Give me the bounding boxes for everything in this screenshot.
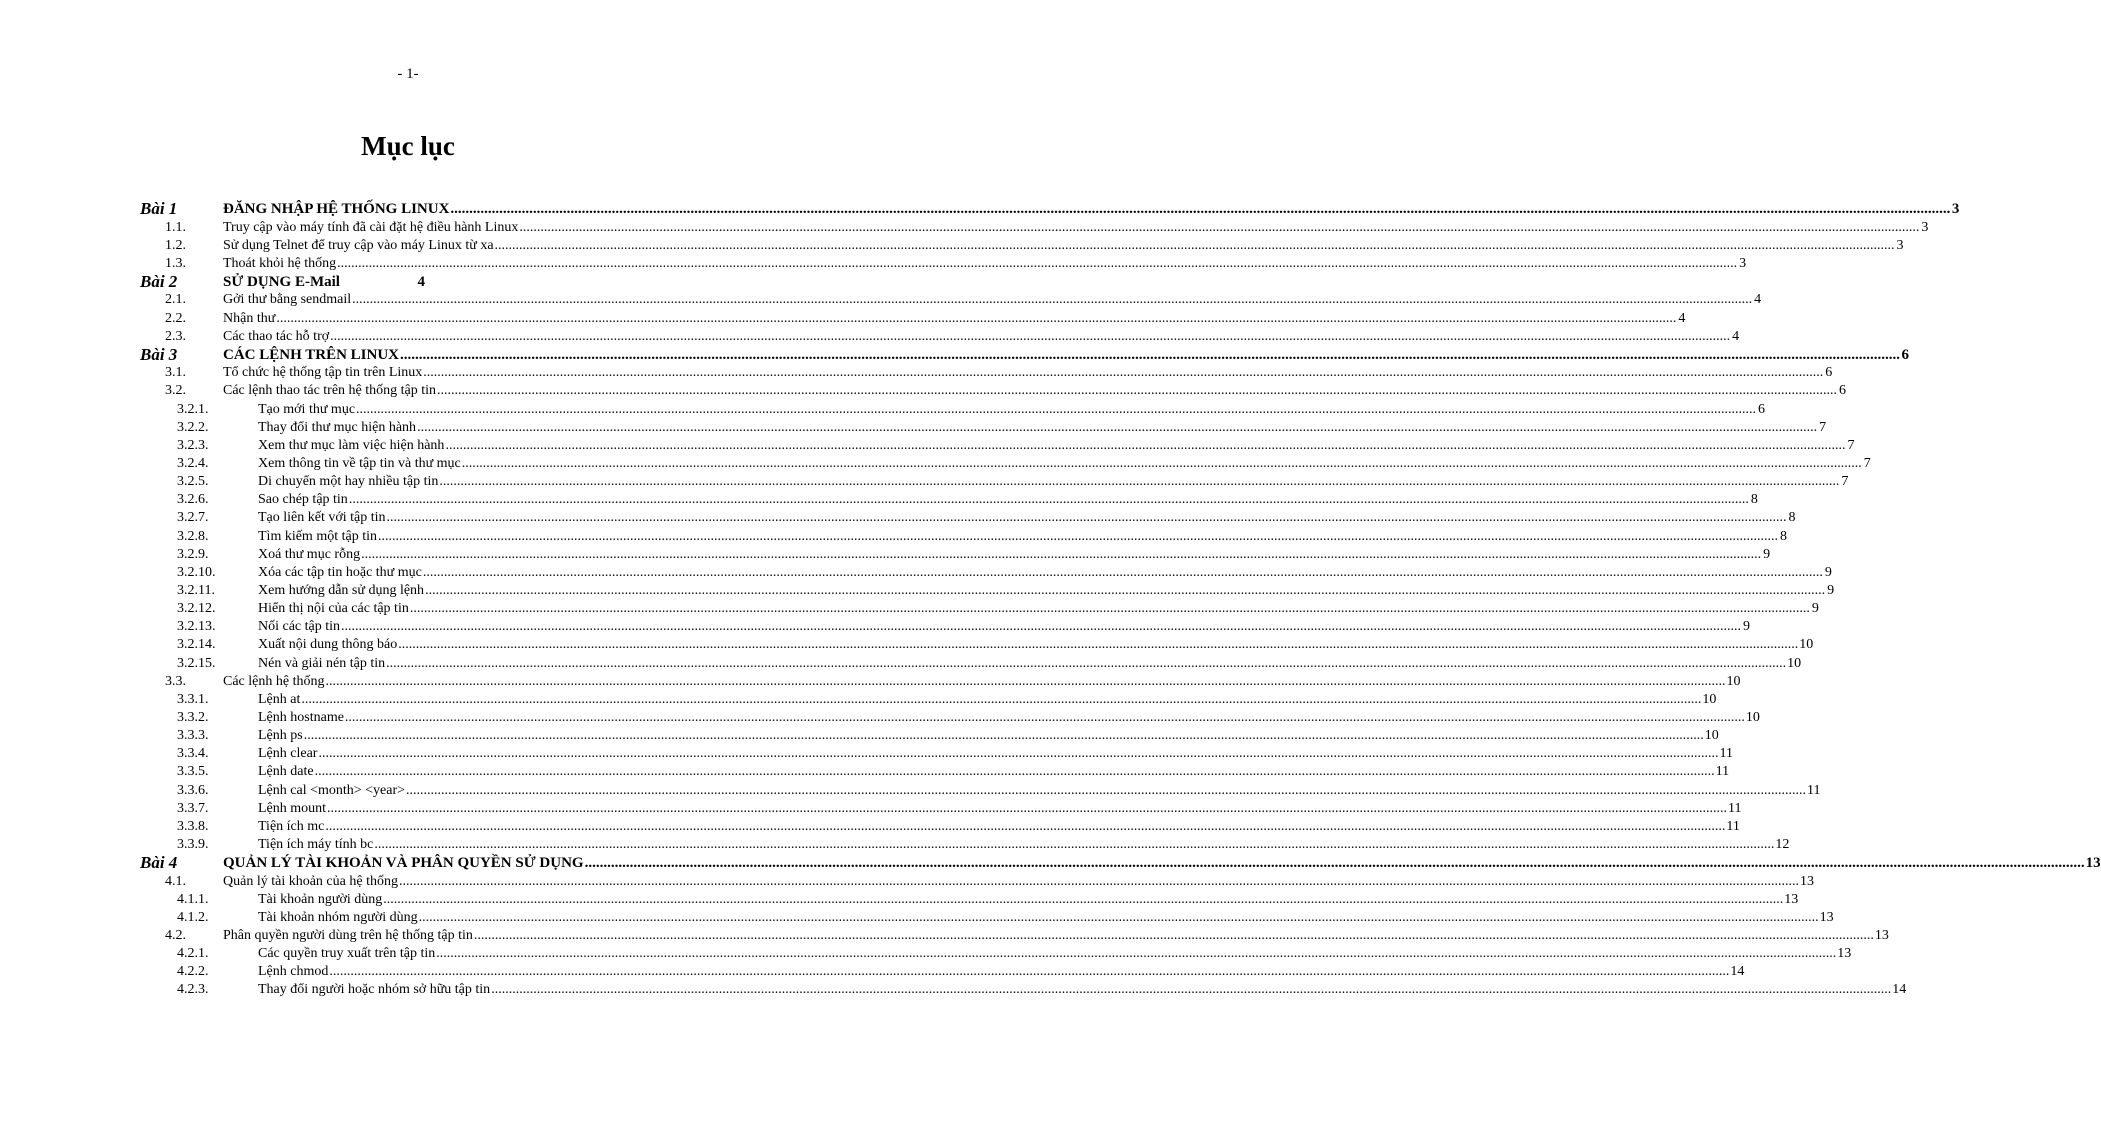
toc-entry[interactable]: [0, 291, 1762, 309]
toc-entry-number: 3.3.1.: [177, 691, 209, 707]
toc-leader-dots: ................................................................................................................................................................................................................................................................................................................................................................................................................: [318, 746, 1719, 762]
toc-entry-title: Lệnh mount: [258, 800, 327, 816]
toc-entry[interactable]: [0, 199, 1960, 219]
toc-entry[interactable]: [0, 818, 1740, 836]
toc-entry-line: [223, 273, 720, 292]
toc-entry-number: 4.2.3.: [177, 982, 209, 998]
toc-entry-line: [258, 528, 1787, 546]
toc-entry[interactable]: [0, 709, 1760, 727]
toc-entry-page: 14: [1730, 964, 1745, 980]
toc-entry-page: 11: [1728, 800, 1742, 816]
toc-entry-line: [258, 618, 1751, 636]
toc-entry-number: Bài 1: [140, 199, 178, 218]
toc-entry-number: 3.3.7.: [177, 800, 209, 816]
toc-entry-number: 3.2.12.: [177, 601, 216, 617]
toc-leader-dots: ................................................................................................................................................................................................................................................................................................................................................................................................................: [386, 655, 1787, 671]
toc-leader-dots: ................................................................................................................................................................................................................................................................................................................................................................................................................: [398, 637, 1799, 653]
toc-entry[interactable]: [0, 237, 1904, 255]
toc-entry-title: ĐĂNG NHẬP HỆ THỐNG LINUX: [223, 201, 450, 217]
table-of-contents: [0, 199, 2101, 1000]
toc-entry[interactable]: [0, 328, 1740, 346]
toc-entry-number: 3.2.1.: [177, 401, 209, 417]
toc-entry-page: 14: [1892, 982, 1907, 998]
toc-entry-number: 4.1.: [165, 873, 186, 889]
toc-entry-number: 3.2.10.: [177, 564, 216, 580]
toc-entry[interactable]: [0, 745, 1733, 763]
toc-entry-title: Nhận thư: [223, 310, 276, 326]
toc-entry-number: 3.3.6.: [177, 782, 209, 798]
toc-entry-page: 7: [1819, 419, 1827, 435]
toc-entry-number: 3.2.11.: [177, 583, 215, 599]
toc-entry[interactable]: [0, 836, 1790, 854]
toc-entry[interactable]: [0, 800, 1742, 818]
toc-entry-line: [258, 727, 1719, 745]
toc-entry-page: 11: [1715, 764, 1730, 780]
toc-entry-page: 13: [1799, 873, 1814, 889]
toc-entry-line: [258, 836, 1790, 854]
toc-entry-page: 3: [1951, 201, 1960, 217]
toc-entry-page: 13: [1874, 928, 1889, 944]
toc-entry-title: Tài khoản người dùng: [258, 891, 383, 907]
toc-leader-dots: ................................................................................................................................................................................................................................................................................................................................................................................................................: [494, 237, 1895, 253]
toc-leader-dots: ................................................................................................................................................................................................................................................................................................................................................................................................................: [374, 837, 1775, 852]
toc-entry-title: Nén và giải nén tập tin: [258, 655, 386, 671]
toc-leader-dots: ................................................................................................................................................................................................................................................................................................................................................................................................................: [437, 383, 1838, 399]
toc-entry-page: 10: [1726, 673, 1741, 689]
toc-entry-line: [223, 673, 1741, 691]
toc-leader-dots: ................................................................................................................................................................................................................................................................................................................................................................................................................: [409, 601, 1810, 617]
toc-entry-line: [258, 564, 1832, 582]
toc-entry-line: [223, 200, 1960, 219]
toc-entry-page: 13: [1784, 891, 1799, 907]
toc-entry[interactable]: [0, 691, 1717, 709]
toc-entry-title: Truy cập vào máy tính đã cài đặt hệ điều hành Linux: [223, 219, 519, 235]
toc-entry[interactable]: [0, 945, 1852, 963]
toc-entry-title: Tổ chức hệ thống tập tin trên Linux: [223, 365, 423, 381]
toc-entry-line: [258, 455, 1871, 473]
toc-entry-page: 10: [1745, 710, 1760, 726]
toc-leader-dots: ................................................................................................................................................................................................................................................................................................................................................................................................................: [450, 201, 1951, 217]
toc-entry-line: [223, 291, 1762, 309]
toc-entry-title: Sử dụng Telnet để truy cập vào máy Linux từ xa: [223, 237, 494, 253]
toc-entry-number: 3.2.8.: [177, 528, 209, 544]
toc-leader-dots: ................................................................................................................................................................................................................................................................................................................................................................................................................: [418, 909, 1819, 925]
toc-leader-dots: ................................................................................................................................................................................................................................................................................................................................................................................................................: [337, 255, 1738, 271]
toc-entry-line: [258, 401, 1766, 419]
toc-leader-dots: ................................................................................................................................................................................................................................................................................................................................................................................................................: [398, 873, 1799, 889]
toc-entry-title: CÁC LỆNH TRÊN LINUX: [223, 346, 400, 363]
toc-leader-dots: ................................................................................................................................................................................................................................................................................................................................................................................................................: [436, 946, 1837, 962]
toc-entry-page: 6: [1839, 383, 1847, 399]
toc-entry-number: 3.2.5.: [177, 474, 209, 490]
toc-entry-number: 3.2.: [165, 383, 186, 399]
toc-entry-title: Xuất nội dung thông báo: [258, 637, 398, 653]
toc-entry-title: Xóa các tập tin hoặc thư mục: [258, 564, 422, 580]
toc-entry[interactable]: [0, 473, 1849, 491]
toc-leader-dots: ................................................................................................................................................................................................................................................................................................................................................................................................................: [445, 437, 1846, 453]
toc-entry-number: 3.2.9.: [177, 546, 209, 562]
toc-entry-page: 9: [1827, 583, 1835, 599]
toc-entry-number: 3.1.: [165, 365, 186, 381]
toc-entry-title: Sao chép tập tin: [258, 492, 348, 508]
toc-entry-title: Xem thư mục làm việc hiện hành: [258, 437, 445, 453]
toc-leader-dots: ................................................................................................................................................................................................................................................................................................................................................................................................................: [329, 964, 1730, 980]
toc-entry-number: 3.3.8.: [177, 818, 209, 834]
toc-entry-title: Tiện ích mc: [258, 818, 325, 834]
toc-entry-line: [223, 310, 1686, 328]
toc-entry-number: 1.3.: [165, 255, 186, 271]
toc-entry-line: [258, 891, 1799, 909]
toc-entry-page: 6: [1901, 346, 1910, 363]
toc-entry-page: 10: [1704, 728, 1719, 744]
toc-leader-dots: ................................................................................................................................................................................................................................................................................................................................................................................................................: [348, 492, 1749, 508]
toc-entry[interactable]: [0, 909, 1834, 927]
toc-entry-number: 3.2.3.: [177, 437, 209, 453]
toc-entry[interactable]: [0, 763, 1730, 781]
toc-entry-page: 8: [1788, 510, 1796, 526]
toc-entry-number: Bài 2: [140, 271, 178, 291]
toc-entry-line: [258, 655, 1802, 673]
toc-leader-dots: ................................................................................................................................................................................................................................................................................................................................................................................................................: [473, 928, 1874, 944]
toc-entry-title: Hiển thị nội của các tập tin: [258, 601, 409, 617]
toc-entry-line: [258, 437, 1855, 455]
toc-entry-number: 3.2.15.: [177, 655, 216, 671]
toc-entry-title: Các thao tác hỗ trợ: [223, 328, 330, 344]
toc-entry-page: 10: [1799, 637, 1814, 653]
toc-entry-title: Các quyền truy xuất trên tập tin: [258, 946, 436, 962]
toc-entry-page: 3: [1896, 237, 1904, 253]
toc-entry-title: Tạo mới thư mục: [258, 401, 356, 417]
toc-entry-line: [258, 909, 1834, 927]
toc-entry-line: [258, 709, 1760, 727]
toc-entry-title: Quản lý tài khoản của hệ thống: [223, 873, 398, 889]
toc-entry-number: 3.3.4.: [177, 746, 209, 762]
toc-entry[interactable]: [0, 564, 1832, 582]
toc-entry-page: 11: [1719, 746, 1733, 762]
toc-entry[interactable]: [0, 546, 1771, 564]
toc-entry-number: 3.2.14.: [177, 637, 216, 653]
toc-entry-number: 3.3.5.: [177, 764, 209, 780]
toc-entry[interactable]: [0, 673, 1741, 691]
toc-entry-page: 10: [1787, 655, 1802, 671]
toc-leader-dots: ................................................................................................................................................................................................................................................................................................................................................................................................................: [417, 419, 1818, 435]
toc-entry-page: 9: [1743, 619, 1751, 635]
toc-entry-line: [223, 873, 1814, 891]
toc-entry-page: 4: [417, 273, 425, 290]
toc-entry-page: 13: [2085, 855, 2101, 872]
toc-entry-page: 4: [1754, 292, 1762, 308]
toc-entry-title: Lệnh chmod: [258, 964, 329, 980]
toc-entry-page: 8: [1750, 492, 1758, 508]
toc-entry-title: Lệnh cal <month> <year>: [258, 782, 406, 798]
toc-entry-line: [223, 382, 1847, 400]
toc-entry-line: [258, 473, 1849, 491]
toc-entry-title: Tìm kiếm một tập tin: [258, 528, 377, 544]
toc-entry-title: Xem thông tin về tập tin và thư mục: [258, 456, 461, 472]
toc-entry-page: 6: [1825, 365, 1833, 381]
toc-entry-title: Nối các tập tin: [258, 619, 341, 635]
toc-entry-number: 4.2.: [165, 928, 186, 944]
toc-entry[interactable]: [0, 873, 1814, 891]
toc-entry-number: 3.2.6.: [177, 492, 209, 508]
toc-entry[interactable]: [0, 344, 1910, 365]
toc-entry-line: [223, 255, 1747, 273]
toc-entry-line: [258, 582, 1835, 600]
toc-entry-title: Thay đổi thư mục hiện hành: [258, 419, 417, 435]
toc-entry-page: 13: [1819, 909, 1834, 925]
toc-leader-dots: ................................................................................................................................................................................................................................................................................................................................................................................................................: [425, 583, 1826, 599]
toc-entry-title: Thay đổi người hoặc nhóm sở hữu tập tin: [258, 982, 491, 998]
toc-entry-line: [223, 346, 1910, 365]
toc-entry-line: [258, 491, 1758, 509]
toc-entry-page: 11: [1807, 782, 1821, 798]
page-title: Mục lục: [361, 131, 455, 161]
toc-leader-dots: ................................................................................................................................................................................................................................................................................................................................................................................................................: [276, 310, 1677, 326]
toc-leader-dots: ................................................................................................................................................................................................................................................................................................................................................................................................................: [378, 528, 1778, 544]
toc-entry-number: 2.1.: [165, 292, 186, 308]
toc-entry-line: [258, 963, 1745, 981]
toc-entry-line: [223, 219, 1929, 237]
toc-entry-number: Bài 4: [140, 853, 178, 873]
toc-entry-title: Lệnh clear: [258, 746, 318, 762]
toc-entry-line: [258, 782, 1821, 800]
toc-entry-page: 12: [1775, 837, 1790, 852]
toc-entry[interactable]: [0, 582, 1835, 600]
toc-entry[interactable]: [0, 963, 1745, 981]
toc-leader-dots: ................................................................................................................................................................................................................................................................................................................................................................................................................: [584, 855, 2085, 872]
toc-entry-line: [258, 509, 1796, 527]
toc-entry-title: Lệnh ps: [258, 728, 303, 744]
toc-entry-line: [258, 691, 1717, 709]
toc-entry-title: Xoá thư mục rỗng: [258, 546, 361, 562]
toc-entry-line: [258, 763, 1730, 781]
toc-entry-line: [258, 981, 1907, 999]
toc-leader-dots: ................................................................................................................................................................................................................................................................................................................................................................................................................: [406, 782, 1807, 798]
toc-leader-dots: ................................................................................................................................................................................................................................................................................................................................................................................................................: [301, 691, 1702, 707]
toc-entry-number: 2.2.: [165, 310, 186, 326]
toc-entry[interactable]: [0, 364, 1833, 382]
toc-entry-page: 13: [1837, 946, 1852, 962]
toc-entry-page: 10: [1702, 691, 1717, 707]
toc-leader-dots: ................................................................................................................................................................................................................................................................................................................................................................................................................: [491, 982, 1892, 998]
toc-entry-line: [258, 818, 1740, 836]
toc-entry-page: 6: [1758, 401, 1766, 417]
toc-entry-title: Xem hướng dẫn sử dụng lệnh: [258, 583, 425, 599]
toc-leader-dots: ................................................................................................................................................................................................................................................................................................................................................................................................................: [325, 818, 1726, 834]
toc-entry[interactable]: [0, 255, 1747, 273]
toc-entry-number: 4.1.1.: [177, 891, 209, 907]
toc-entry-number: 1.2.: [165, 237, 186, 253]
toc-entry[interactable]: [0, 437, 1855, 455]
toc-entry-page: 3: [1739, 255, 1747, 271]
toc-leader-dots: ................................................................................................................................................................................................................................................................................................................................................................................................................: [439, 474, 1840, 490]
toc-entry-number: 3.2.4.: [177, 456, 209, 472]
toc-entry-title: Tài khoản nhóm người dùng: [258, 909, 418, 925]
toc-leader-dots: ................................................................................................................................................................................................................................................................................................................................................................................................................: [330, 328, 1731, 344]
toc-entry-line: [258, 945, 1852, 963]
toc-entry[interactable]: [0, 219, 1929, 237]
toc-leader-dots: ................................................................................................................................................................................................................................................................................................................................................................................................................: [325, 673, 1726, 689]
toc-entry-title: Tiện ích máy tính bc: [258, 837, 374, 852]
toc-entry-number: 4.2.1.: [177, 946, 209, 962]
toc-entry-title: SỬ DỤNG E-Mail: [223, 273, 340, 290]
toc-entry-title: Thoát khỏi hệ thống: [223, 255, 337, 271]
toc-leader-dots: ................................................................................................................................................................................................................................................................................................................................................................................................................: [327, 800, 1728, 816]
toc-entry-number: 3.2.13.: [177, 619, 216, 635]
toc-leader-dots: ................................................................................................................................................................................................................................................................................................................................................................................................................: [423, 365, 1824, 381]
toc-entry-line: [223, 364, 1833, 382]
toc-entry-page: 7: [1863, 456, 1871, 472]
toc-leader-dots: ................................................................................................................................................................................................................................................................................................................................................................................................................: [303, 728, 1704, 744]
toc-entry[interactable]: [0, 491, 1758, 509]
toc-entry[interactable]: [0, 853, 2101, 873]
toc-entry-number: Bài 3: [140, 344, 178, 364]
toc-entry-line: [223, 854, 2101, 873]
toc-entry-number: 3.2.2.: [177, 419, 209, 435]
toc-entry[interactable]: [0, 927, 1889, 945]
toc-entry[interactable]: [0, 655, 1802, 673]
toc-entry-line: [223, 237, 1904, 255]
toc-entry[interactable]: [0, 618, 1751, 636]
toc-entry[interactable]: [0, 891, 1799, 909]
toc-entry-title: Các lệnh hệ thống: [223, 673, 325, 689]
toc-entry-page: 8: [1780, 528, 1787, 544]
toc-entry-title: Tạo liên kết với tập tin: [258, 510, 386, 526]
toc-entry-page: 4: [1732, 328, 1740, 344]
toc-entry-number: 3.2.7.: [177, 510, 209, 526]
toc-entry-number: 2.3.: [165, 328, 186, 344]
toc-leader-dots: ................................................................................................................................................................................................................................................................................................................................................................................................................: [519, 219, 1920, 235]
toc-entry[interactable]: [0, 600, 1819, 618]
toc-entry-line: [258, 546, 1771, 564]
toc-entry[interactable]: [0, 310, 1686, 328]
toc-entry[interactable]: [0, 273, 816, 292]
toc-entry-title: Lệnh hostname: [258, 710, 344, 726]
toc-entry-line: [258, 745, 1733, 763]
toc-entry[interactable]: [0, 401, 1766, 419]
toc-entry-title: Lệnh date: [258, 764, 314, 780]
toc-entry[interactable]: [0, 727, 1719, 745]
toc-entry-line: [258, 419, 1827, 437]
toc-entry-title: Gởi thư bằng sendmail: [223, 292, 352, 308]
toc-entry-page: 9: [1824, 564, 1832, 580]
toc-entry-page: 3: [1921, 219, 1929, 235]
toc-leader-dots: ................................................................................................................................................................................................................................................................................................................................................................................................................: [461, 456, 1862, 472]
toc-entry[interactable]: [0, 382, 1847, 400]
toc-entry-number: 3.3.: [165, 673, 186, 689]
toc-leader-dots: ................................................................................................................................................................................................................................................................................................................................................................................................................: [361, 546, 1762, 562]
toc-entry-number: 4.1.2.: [177, 909, 209, 925]
toc-entry-line: [223, 927, 1889, 945]
toc-entry-title: Di chuyển một hay nhiều tập tin: [258, 474, 439, 490]
toc-entry-page: 9: [1811, 601, 1819, 617]
toc-entry-number: 3.3.3.: [177, 728, 209, 744]
toc-leader-dots: ................................................................................................................................................................................................................................................................................................................................................................................................................: [344, 710, 1745, 726]
page-number: - 1-: [397, 66, 419, 82]
toc-leader-dots: ................................................................................................................................................................................................................................................................................................................................................................................................................: [422, 564, 1823, 580]
toc-entry-title: Phân quyền người dùng trên hệ thống tập tin: [223, 928, 473, 944]
toc-entry-number: 4.2.2.: [177, 964, 209, 980]
toc-leader-dots: ................................................................................................................................................................................................................................................................................................................................................................................................................: [386, 510, 1787, 526]
toc-entry-page: 9: [1763, 546, 1771, 562]
toc-entry[interactable]: [0, 782, 1821, 800]
toc-leader-dots: [341, 273, 416, 292]
toc-entry-number: 3.3.9.: [177, 837, 209, 852]
toc-entry-line: [258, 800, 1742, 818]
toc-entry-line: [258, 636, 1814, 654]
toc-entry[interactable]: [0, 981, 1907, 999]
toc-entry-number: 1.1.: [165, 219, 186, 235]
toc-leader-dots: ................................................................................................................................................................................................................................................................................................................................................................................................................: [352, 292, 1753, 308]
toc-leader-dots: ................................................................................................................................................................................................................................................................................................................................................................................................................: [400, 346, 1901, 363]
toc-entry-number: 3.3.2.: [177, 710, 209, 726]
toc-entry[interactable]: [0, 509, 1796, 527]
toc-entry-line: [258, 600, 1819, 618]
toc-entry-page: 4: [1678, 310, 1686, 326]
toc-leader-dots: ................................................................................................................................................................................................................................................................................................................................................................................................................: [356, 401, 1757, 417]
toc-entry-line: [223, 328, 1740, 346]
toc-entry-page: 7: [1847, 437, 1855, 453]
toc-entry[interactable]: [0, 636, 1814, 654]
toc-entry-title: Các lệnh thao tác trên hệ thống tập tin: [223, 383, 437, 399]
toc-entry[interactable]: [0, 419, 1827, 437]
toc-leader-dots: ................................................................................................................................................................................................................................................................................................................................................................................................................: [341, 619, 1742, 635]
toc-entry-title: QUẢN LÝ TÀI KHOẢN VÀ PHÂN QUYỀN SỬ DỤNG: [223, 855, 584, 872]
toc-entry-title: Lệnh at: [258, 691, 301, 707]
toc-entry-page: 7: [1841, 474, 1849, 490]
toc-entry[interactable]: [0, 455, 1871, 473]
toc-leader-dots: ................................................................................................................................................................................................................................................................................................................................................................................................................: [314, 764, 1715, 780]
toc-leader-dots: ................................................................................................................................................................................................................................................................................................................................................................................................................: [383, 891, 1784, 907]
toc-entry[interactable]: [0, 528, 1787, 546]
toc-entry-page: 11: [1726, 818, 1740, 834]
